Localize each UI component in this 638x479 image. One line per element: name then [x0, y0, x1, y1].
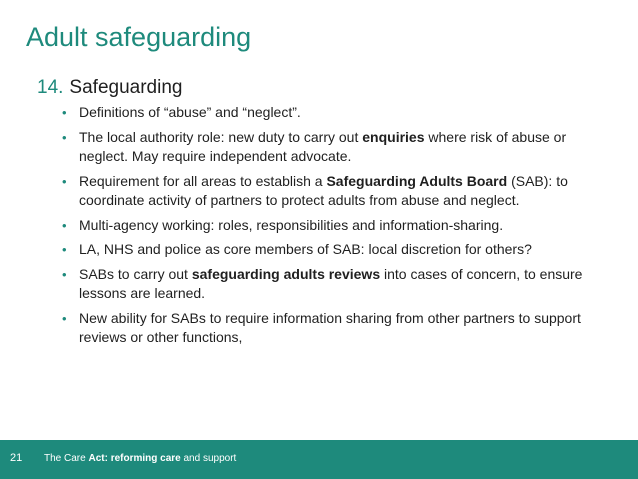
bullet-bold-text: enquiries: [362, 128, 425, 145]
bullet-text: where risk of abuse or neglect. May require independent advocate.: [79, 128, 567, 164]
footer-bar: [0, 440, 638, 479]
bullet-item: [62, 103, 617, 123]
bullet-marker: •: [62, 129, 67, 145]
bullet-text: New ability for SABs to require information sharing from other partners to support reviews or other functions,: [79, 309, 581, 345]
page-number: 21: [10, 452, 23, 464]
bullet-text: Definitions of “abuse” and “neglect”.: [79, 104, 301, 120]
bullet-item: [62, 128, 617, 167]
bullet-marker: •: [62, 266, 67, 282]
footer-text: [44, 453, 236, 464]
bullet-item: [62, 265, 617, 304]
footer-text-part: and support: [180, 453, 237, 464]
bullet-marker: •: [62, 173, 67, 189]
bullet-item: [62, 309, 617, 348]
bullet-item: [62, 172, 617, 211]
bullet-marker: •: [62, 242, 67, 257]
bullet-text: (SAB): to coordinate activity of partners to protect adults from abuse and neglect.: [79, 172, 568, 208]
bullet-text: Requirement for all areas to establish a: [79, 172, 327, 189]
bullet-marker: •: [62, 105, 67, 120]
section-heading: [37, 77, 182, 99]
bullet-text: The local authority role: new duty to carry out: [79, 128, 363, 145]
bullet-marker: •: [62, 310, 67, 326]
bullet-item: [62, 240, 617, 260]
bullet-bold-text: safeguarding adults reviews: [191, 265, 381, 282]
section-title: Safeguarding: [69, 77, 183, 98]
bullet-text: Multi-agency working: roles, responsibilities and information-sharing.: [79, 216, 504, 233]
bullet-marker: •: [62, 217, 67, 233]
bullet-text: SABs to carry out: [79, 265, 192, 282]
footer-text-part: The Care: [44, 453, 89, 464]
bullet-item: [62, 216, 617, 236]
bullet-list: [62, 103, 617, 353]
bullet-text: into cases of concern, to ensure lessons are learned.: [79, 265, 583, 301]
section-number: 14.: [37, 77, 64, 98]
footer-text-part: Act: reforming care: [88, 453, 181, 464]
bullet-text: LA, NHS and police as core members of SAB: local discretion for others?: [79, 241, 532, 257]
bullet-bold-text: Safeguarding Adults Board: [326, 172, 508, 189]
slide-title: Adult safeguarding: [26, 22, 252, 52]
